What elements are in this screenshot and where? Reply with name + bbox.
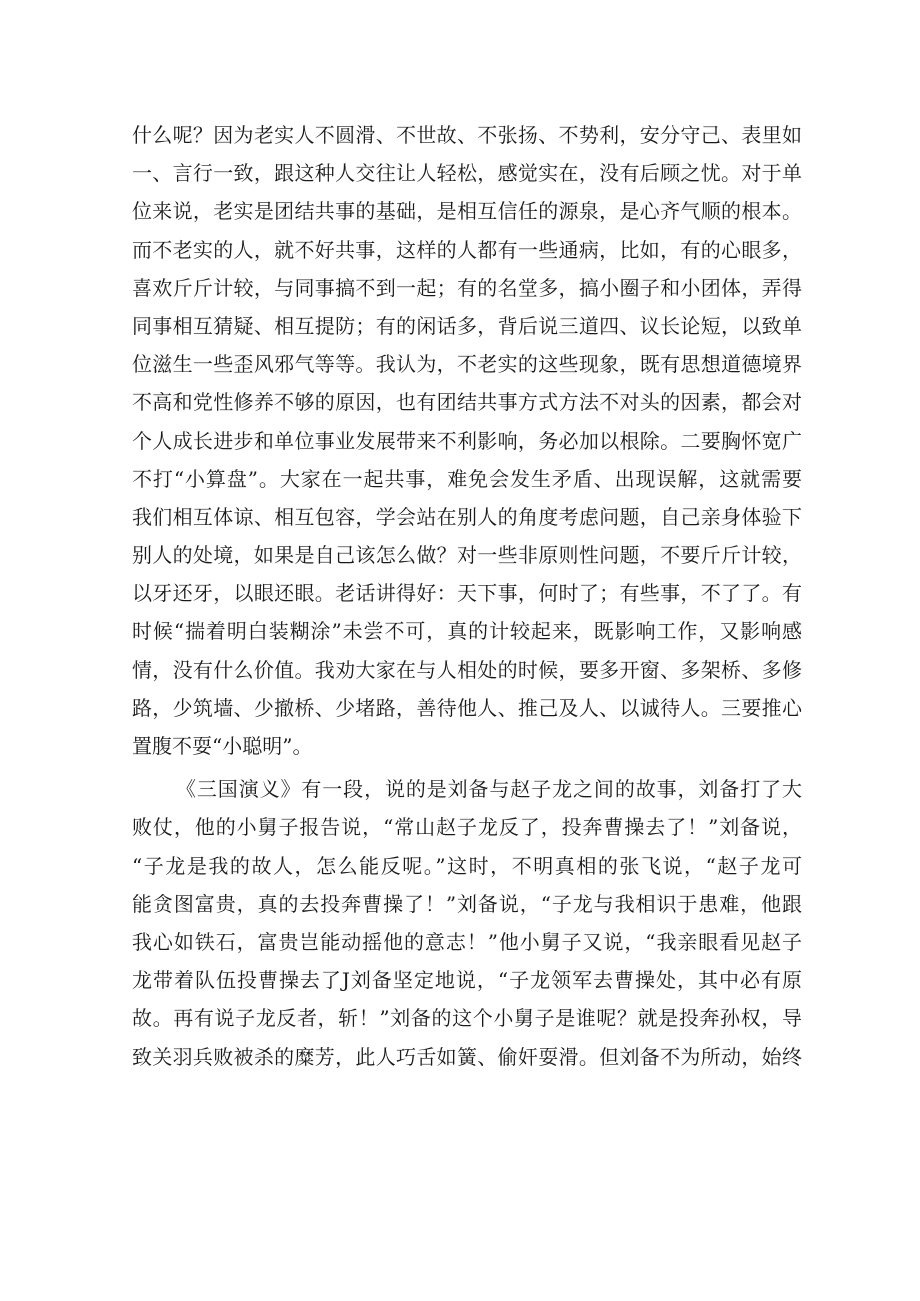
text-line: “子龙是我的故人，怎么能反呢。”这时，不明真相的张飞说，“赵子龙可	[132, 853, 802, 878]
text-line: 不打“小算盘”。大家在一起共事，难免会发生矛盾、出现误解，这就需要	[132, 466, 802, 491]
text-line: 个人成长进步和单位事业发展带来不利影响，务必加以根除。二要胸怀宽广	[132, 428, 802, 453]
text-line: 别人的处境，如果是自己该怎么做？对一些非原则性问题，不要斤斤计较，	[132, 543, 802, 568]
text-line: 故。再有说子龙反者，斩！”刘备的这个小舅子是谁呢？就是投奔孙权，导	[132, 1006, 802, 1031]
text-line: 路，少筑墙、少撤桥、少堵路，善待他人、推己及人、以诚待人。三要推心	[132, 695, 802, 720]
text-line: 时候“揣着明白装糊涂”未尝不可，真的计较起来，既影响工作，又影响感	[132, 619, 802, 644]
text-line: 败仗，他的小舅子报告说，“常山赵子龙反了，投奔曹操去了！”刘备说，	[132, 815, 802, 840]
text-line: 喜欢斤斤计较，与同事搞不到一起；有的名堂多，搞小圈子和小团体，弄得	[132, 275, 802, 300]
text-line: 致关羽兵败被杀的糜芳，此人巧舌如簧、偷奸耍滑。但刘备不为所动，始终	[132, 1044, 802, 1069]
document-body	[132, 116, 802, 1076]
text-line: 情，没有什么价值。我劝大家在与人相处的时候，要多开窗、多架桥、多修	[132, 657, 802, 682]
text-line: 我们相互体谅、相互包容，学会站在别人的角度考虑问题，自己亲身体验下	[132, 504, 802, 529]
paragraph-2	[132, 770, 802, 1076]
text-line: 龙带着队伍投曹操去了J刘备坚定地说，“子龙领军去曹操处，其中必有原	[132, 968, 802, 993]
text-line: 一、言行一致，跟这种人交往让人轻松，感觉实在，没有后顾之忧。对于单	[132, 161, 802, 186]
paragraph-1	[132, 116, 802, 765]
text-line: 以牙还牙，以眼还眼。老话讲得好：天下事，何时了；有些事，不了了。有	[132, 581, 802, 606]
text-line: 同事相互猜疑、相互提防；有的闲话多，背后说三道四、议长论短，以致单	[132, 313, 802, 338]
text-line: 什么呢？因为老实人不圆滑、不世故、不张扬、不势利，安分守己、表里如	[132, 123, 802, 147]
text-line: 《三国演义》有一段，说的是刘备与赵子龙之间的故事，刘备打了大	[176, 777, 802, 802]
text-line: 不高和党性修养不够的原因，也有团结共事方式方法不对头的因素，都会对	[132, 390, 802, 415]
text-line: 能贪图富贵，真的去投奔曹操了！”刘备说，“子龙与我相识于患难，他跟	[132, 891, 802, 916]
text-line: 我心如铁石，富贵岂能动摇他的意志！”他小舅子又说，“我亲眼看见赵子	[132, 929, 802, 954]
text-line: 置腹不耍“小聪明”。	[132, 734, 313, 758]
text-line: 位滋生一些歪风邪气等等。我认为，不老实的这些现象，既有思想道德境界	[132, 352, 802, 377]
text-line: 而不老实的人，就不好共事，这样的人都有一些通病，比如，有的心眼多，	[132, 237, 802, 262]
text-line: 位来说，老实是团结共事的基础，是相互信任的源泉，是心齐气顺的根本。	[132, 199, 802, 224]
